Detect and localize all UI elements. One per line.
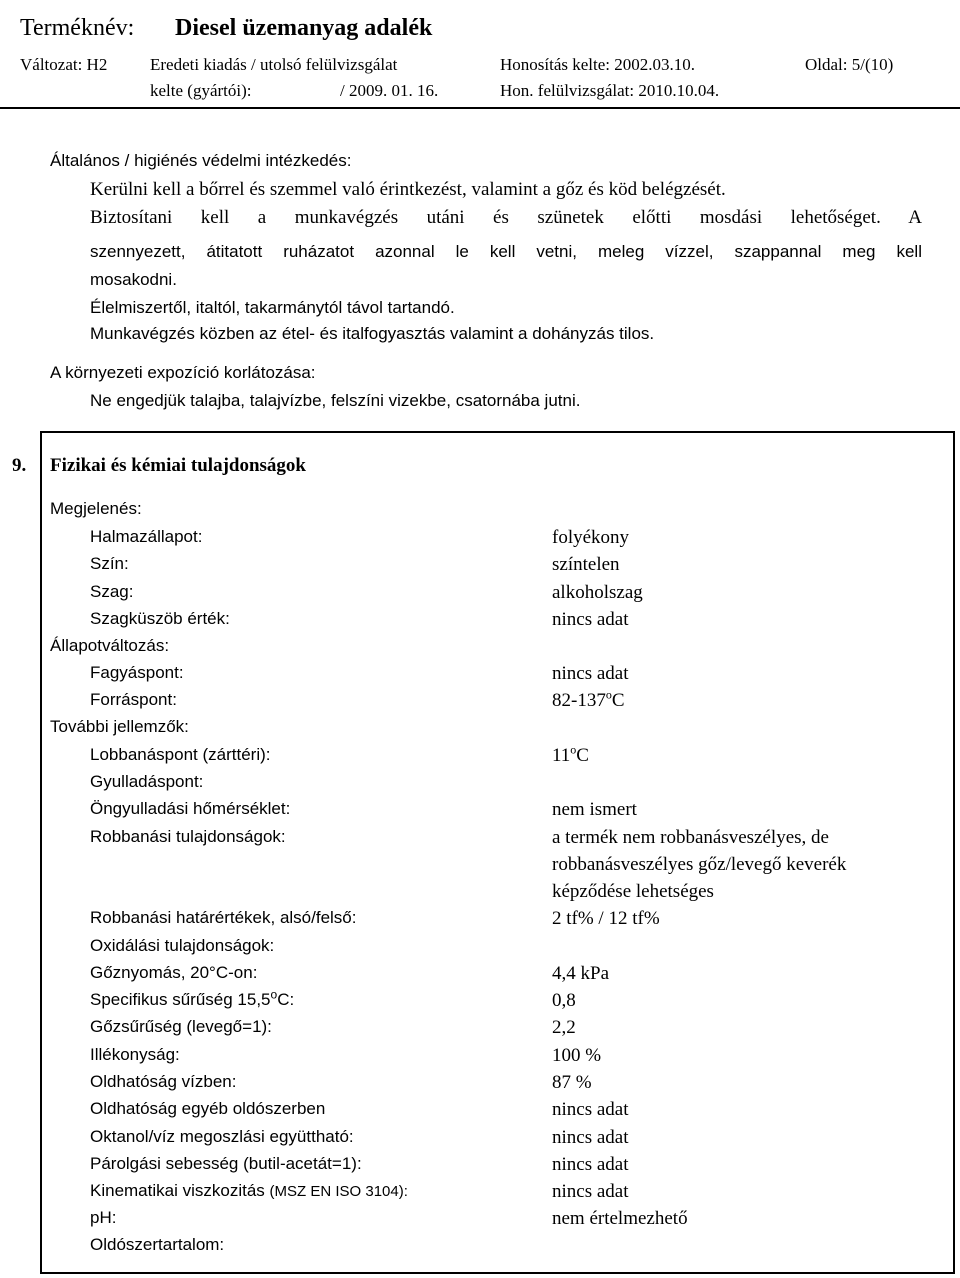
environment-line: Ne engedjük talajba, talajvízbe, felszíni vizekbe, csatornába jutni. xyxy=(90,391,581,410)
autoignition-value: nem ismert xyxy=(552,799,637,820)
vapor-density-label: Gőzsűrűség (levegő=1): xyxy=(90,1017,272,1036)
explosive-value-line: robbanásveszélyes gőz/levegő keverék xyxy=(552,854,847,875)
ignition-label: Gyulladáspont: xyxy=(90,772,204,791)
more-title: További jellemzők: xyxy=(50,717,189,736)
explosive-value-line: a termék nem robbanásveszélyes, de xyxy=(552,827,829,848)
vapor-density-value: 2,2 xyxy=(552,1017,576,1038)
oxidizing-label: Oxidálási tulajdonságok: xyxy=(90,936,275,955)
autoignition-label: Öngyulladási hőmérséklet: xyxy=(90,799,291,818)
review-date: Hon. felülvizsgálat: 2010.10.04. xyxy=(500,81,720,100)
environment-title: A környezeti expozíció korlátozása: xyxy=(50,363,316,382)
version: Változat: H2 xyxy=(20,55,108,74)
partition-value: nincs adat xyxy=(552,1127,629,1148)
density-value: 0,8 xyxy=(552,990,576,1011)
header-divider xyxy=(0,107,960,109)
odor-label: Szag: xyxy=(90,582,134,601)
odor-threshold-value: nincs adat xyxy=(552,609,629,630)
evaporation-label: Párolgási sebesség (butil-acetát=1): xyxy=(90,1154,362,1173)
other-solubility-value: nincs adat xyxy=(552,1099,629,1120)
flash-value: 11$^o$C xyxy=(552,742,589,766)
state-change-title: Állapotváltozás: xyxy=(50,636,170,655)
explosive-value-line: képződése lehetséges xyxy=(552,881,714,902)
volatility-label: Illékonyság: xyxy=(90,1045,180,1064)
ph-value: nem értelmezhető xyxy=(552,1208,688,1229)
hygiene-line: Kerülni kell a bőrrel és szemmel való érintkezést, valamint a gőz és köd belégzését. xyxy=(90,179,726,200)
hygiene-line: szennyezett, átitatott ruházatot azonnal le kell vetni, meleg vízzel, szappannal meg kell xyxy=(90,242,922,261)
water-solubility-label: Oldhatóság vízben: xyxy=(90,1072,237,1091)
ph-label: pH: xyxy=(90,1208,117,1227)
odor-value: alkoholszag xyxy=(552,582,643,603)
explosion-limits-label: Robbanási határértékek, alsó/felső: xyxy=(90,908,357,927)
harmonization-date: Honosítás kelte: 2002.03.10. xyxy=(500,55,696,74)
boiling-value: 82-137$^o$C xyxy=(552,687,625,711)
state-label: Halmazállapot: xyxy=(90,527,203,546)
product-label: Terméknév: xyxy=(20,15,135,41)
solvent-label: Oldószertartalom: xyxy=(90,1235,225,1254)
explosive-label: Robbanási tulajdonságok: xyxy=(90,827,286,846)
viscosity-label: Kinematikai viszkozitás (MSZ EN ISO 3104): xyxy=(90,1181,408,1200)
date-value: / 2009. 01. 16. xyxy=(340,81,439,100)
vapor-pressure-label: Gőznyomás, 20°C-on: xyxy=(90,963,258,982)
viscosity-value: nincs adat xyxy=(552,1181,629,1202)
color-value: színtelen xyxy=(552,554,620,575)
boiling-label: Forráspont: xyxy=(90,690,177,709)
product-name: Diesel üzemanyag adalék xyxy=(175,15,433,41)
explosion-limits-value: 2 tf% / 12 tf% xyxy=(552,908,660,929)
color-label: Szín: xyxy=(90,554,129,573)
water-solubility-value: 87 % xyxy=(552,1072,592,1093)
flash-label: Lobbanáspont (zárttéri): xyxy=(90,745,271,764)
section-title: Fizikai és kémiai tulajdonságok xyxy=(50,455,306,476)
other-solubility-label: Oldhatóság egyéb oldószerben xyxy=(90,1099,326,1118)
evaporation-value: nincs adat xyxy=(552,1154,629,1175)
freezing-value: nincs adat xyxy=(552,663,629,684)
edition-label: Eredeti kiadás / utolsó felülvizsgálat xyxy=(150,55,398,74)
partition-label: Oktanol/víz megoszlási együttható: xyxy=(90,1127,354,1146)
hygiene-line: mosakodni. xyxy=(90,270,177,289)
density-label: Specifikus sűrűség 15,5$^o$C: xyxy=(90,987,295,1009)
hygiene-line: Élelmiszertől, italtól, takarmánytól távol tartandó. xyxy=(90,298,455,317)
hygiene-line: Munkavégzés közben az étel- és italfogyasztás valamint a dohányzás tilos. xyxy=(90,324,655,343)
hygiene-title: Általános / higiénés védelmi intézkedés: xyxy=(50,151,352,170)
hygiene-line: Biztosítani kell a munkavégzés utáni és szünetek előtti mosdási lehetőséget. A xyxy=(90,207,922,228)
section-frame xyxy=(40,431,955,1274)
page-number: Oldal: 5/(10) xyxy=(805,55,894,74)
section-number: 9. xyxy=(12,455,27,476)
freezing-label: Fagyáspont: xyxy=(90,663,184,682)
appearance-title: Megjelenés: xyxy=(50,499,142,518)
vapor-pressure-value: 4,4 kPa xyxy=(552,963,609,984)
state-value: folyékony xyxy=(552,527,630,548)
odor-threshold-label: Szagküszöb érték: xyxy=(90,609,230,628)
date-label: kelte (gyártói): xyxy=(150,81,252,100)
volatility-value: 100 % xyxy=(552,1045,602,1066)
